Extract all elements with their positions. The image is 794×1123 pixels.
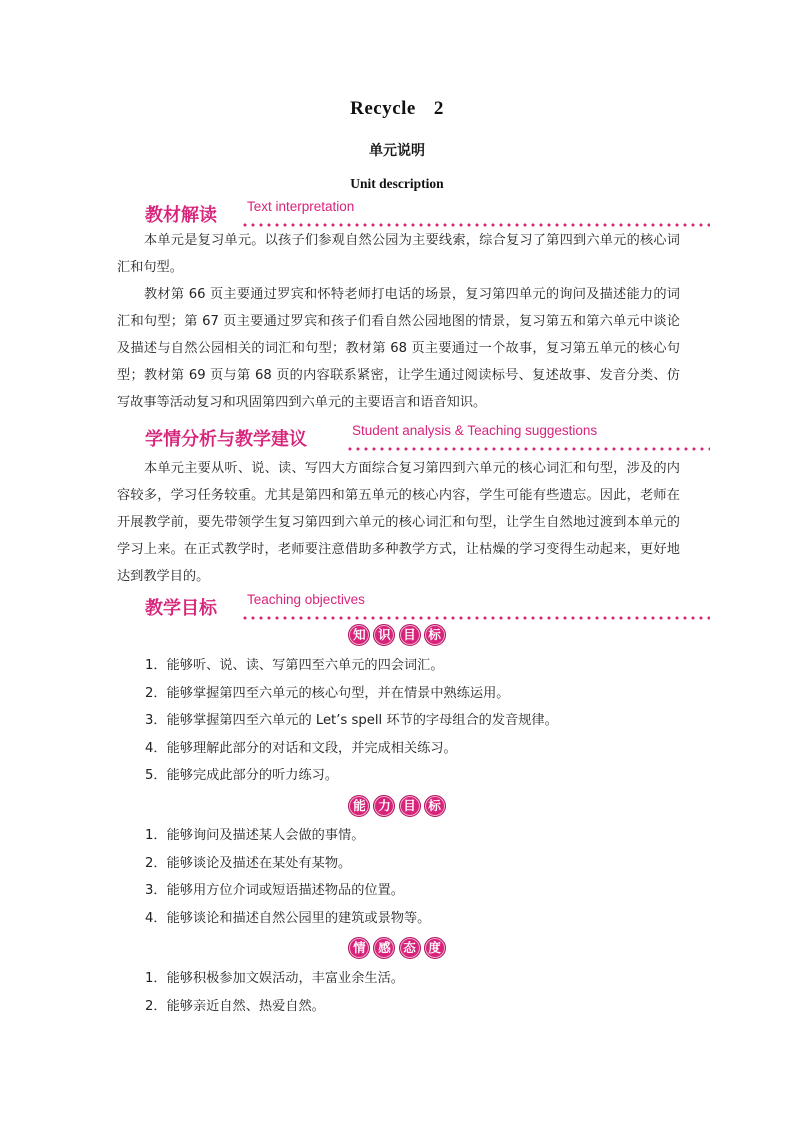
badge-knowledge-objectives <box>0 624 794 646</box>
badge-char: 标 <box>424 795 446 817</box>
badge-char: 识 <box>373 624 395 646</box>
list-item: 4．能够理解此部分的对话和文段，并完成相关练习。 <box>145 740 457 756</box>
section-title-en: Text interpretation <box>247 199 355 214</box>
dotted-rule <box>346 447 710 451</box>
list-item: 2．能够谈论及描述在某处有某物。 <box>145 855 352 871</box>
badge-char: 力 <box>373 795 395 817</box>
paragraph: 本单元是复习单元。以孩子们参观自然公园为主要线索，综合复习了第四到六单元的核心词汇和句型。 <box>117 233 680 275</box>
dotted-rule <box>241 616 710 620</box>
list-item: 5．能够完成此部分的听力练习。 <box>145 768 339 783</box>
badge-ability-objectives <box>0 795 794 817</box>
list-item: 1．能够询问及描述某人会做的事情。 <box>145 828 365 843</box>
title-number: 2 <box>433 98 444 119</box>
paragraph: 教材第 66 页主要通过罗宾和怀特老师打电话的场景，复习第四单元的询问及描述能力的词汇和句型；第 67 页主要通过罗宾和孩子们看自然公园地图的情景，复习第五和第六单元中谈论及描述与自然公园相关的词汇和句型；教材第 68 页主要通过一个故事，复习第五单元的核心句型；教材第 69 页与第 68 页的内容联系紧密，让学生通过阅读标号、复述故事、发音分类、仿写故事等活动复习和巩固第四到六单元的主要语言和语音知识。 <box>117 287 680 410</box>
list-item: 3．能够用方位介词或短语描述物品的位置。 <box>145 883 404 898</box>
badge-char: 目 <box>399 624 421 646</box>
list-item: 1．能够听、说、读、写第四至六单元的四会词汇。 <box>145 658 444 673</box>
section-title-en: Student analysis & Teaching suggestions <box>352 423 598 438</box>
badge-char: 态 <box>399 937 421 959</box>
section-heading-text-interpretation <box>145 201 710 229</box>
list-item: 2．能够掌握第四至六单元的核心句型，并在情景中熟练运用。 <box>145 685 510 701</box>
section-title-cn: 教学目标 <box>145 598 217 619</box>
badge-char: 度 <box>424 937 446 959</box>
badge-char: 感 <box>373 937 395 959</box>
section-title-en: Teaching objectives <box>247 592 365 607</box>
badge-char: 标 <box>424 624 446 646</box>
section-title-cn: 教材解读 <box>145 205 217 226</box>
title-word: Recycle <box>350 98 416 119</box>
badge-char: 知 <box>348 624 370 646</box>
list-item: 4．能够谈论和描述自然公园里的建筑或景物等。 <box>145 910 431 926</box>
badge-char: 情 <box>348 937 370 959</box>
list-item: 3．能够掌握第四至六单元的 Let’s spell 环节的字母组合的发音规律。 <box>145 713 558 728</box>
badge-char: 目 <box>399 795 421 817</box>
page-title <box>0 98 794 120</box>
student-analysis-body <box>117 455 680 590</box>
badge-char: 能 <box>348 795 370 817</box>
list-item: 1．能够积极参加文娱活动，丰富业余生活。 <box>145 971 404 986</box>
section-title-cn: 学情分析与教学建议 <box>145 429 307 450</box>
text-interpretation-body <box>117 227 680 416</box>
list-item: 2．能够亲近自然、热爱自然。 <box>145 998 325 1014</box>
subtitle-cn: 单元说明 <box>369 143 425 159</box>
paragraph: 本单元主要从听、说、读、写四大方面综合复习第四到六单元的核心词汇和句型，涉及的内容较多，学习任务较重。尤其是第四和第五单元的核心内容，学生可能有些遗忘。因此，老师在开展教学前，要先带领学生复习第四到六单元的核心词汇和句型，让学生自然地过渡到本单元的学习上来。在正式教学时，老师要注意借助多种教学方式，让枯燥的学习变得生动起来，更好地达到教学目的。 <box>117 461 680 584</box>
subtitle-en: Unit description <box>350 176 444 191</box>
attitude-objectives-list <box>145 965 685 1020</box>
ability-objectives-list <box>145 822 685 932</box>
section-heading-teaching-objectives <box>145 594 710 622</box>
section-heading-student-analysis <box>145 425 710 453</box>
knowledge-objectives-list <box>145 652 685 790</box>
badge-attitude-objectives <box>0 937 794 959</box>
